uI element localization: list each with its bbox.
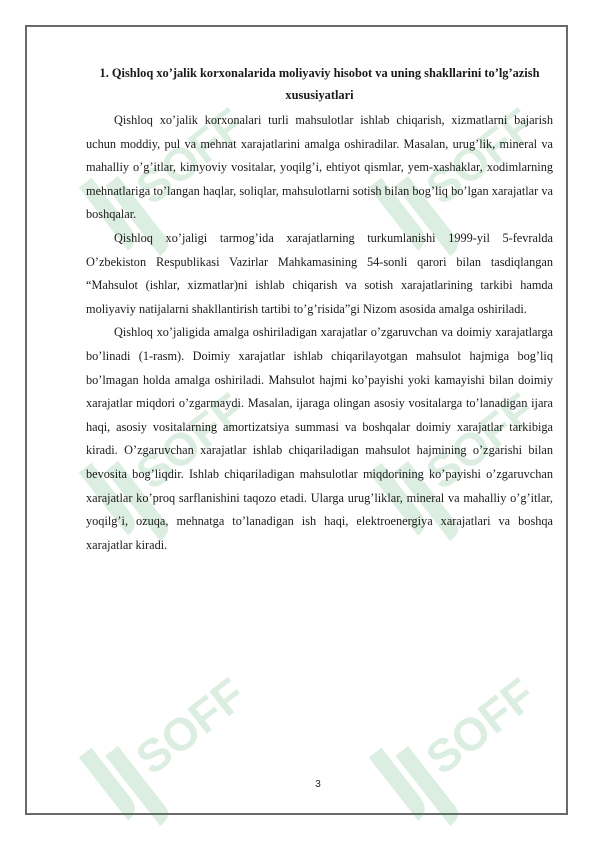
svg-text:SOFF: SOFF <box>126 97 255 215</box>
svg-text:SOFF: SOFF <box>126 667 255 785</box>
paragraph: Qishloq xo’jaligi tarmog’ida xarajatlarning turkumlanishi 1999-yil 5-fevralda O’zbekiston Respublikasi Vazirlar Mahkamasining 54-sonli qarori bilan tasdiqlangan “Mahsulot (ishlar, xizmatlar)ni ishlab chiqarish va sotish xarajatlarining tarkibi hamda moliyaviy natijalarni shakllantirish tartibi to’g’risida”gi Nizom asosida amalga oshiriladi. <box>86 230 553 316</box>
svg-text:SOFF: SOFF <box>126 382 255 500</box>
svg-text:SOFF: SOFF <box>416 97 545 215</box>
page-number: 3 <box>315 779 321 790</box>
document-body <box>86 62 553 557</box>
paragraph: Qishloq xo’jaligida amalga oshiriladigan xarajatlar o’zgaruvchan va doimiy xarajatlarga bo’linadi (1-rasm). Doimiy xarajatlar ishlab chiqarilayotgan mahsulot hajmiga bog’liq bo’lmagan holda amalga oshiriladi. Mahsulot hajmi ko’payishi yoki kamayishi bilan doimiy xarajatlar miqdori o’zgarmaydi. Masalan, ijaraga olingan asosiy vositalarga to’lanadigan ijara haqi, asosiy vositalarning amortizatsiya summasi va boshqalar doimiy xarajatlar tarkibiga kiradi. O’zgaruvchan xarajatlar ishlab chiqariladigan mahsulot hajmining o’zgarishi bilan bevosita bog’liqdir. Ishlab chiqariladigan mahsulotlar miqdorining ko’payishi o’zgaruvchan xarajatlar ko’proq sarflanishini taqozo etadi. Ularga urug’liklar, mineral va mahalliy o’g’itlar, yoqilg’i, ozuqa, mehnatga to’lanadigan ish haqi, elektroenergiya xarajatlari va boshqa xarajatlar kiradi. <box>86 325 553 552</box>
section-title: 1. Qishloq xo’jalik korxonalarida moliyaviy hisobot va uning shakllarini to’lg’azish xususiyatlari <box>99 66 540 102</box>
svg-text:SOFF: SOFF <box>416 667 545 785</box>
paragraph: Qishloq xo’jalik korxonalari turli mahsulotlar ishlab chiqarish, xizmatlarni bajarish uchun moddiy, pul va mehnat xarajatlarini amalga oshiradilar. Masalan, urug’lik, mineral va mahalliy o’g’itlar, kimyoviy vositalar, yoqilg’i, ehtiyot qismlar, yem-xashaklar, xodimlarning mehnatlariga to’langan haqlar, soliqlar, mahsulotlarni sotish bilan bog’liq bo’lgan xarajatlar va boshqalar. <box>86 113 553 222</box>
svg-text:SOFF: SOFF <box>416 382 545 500</box>
